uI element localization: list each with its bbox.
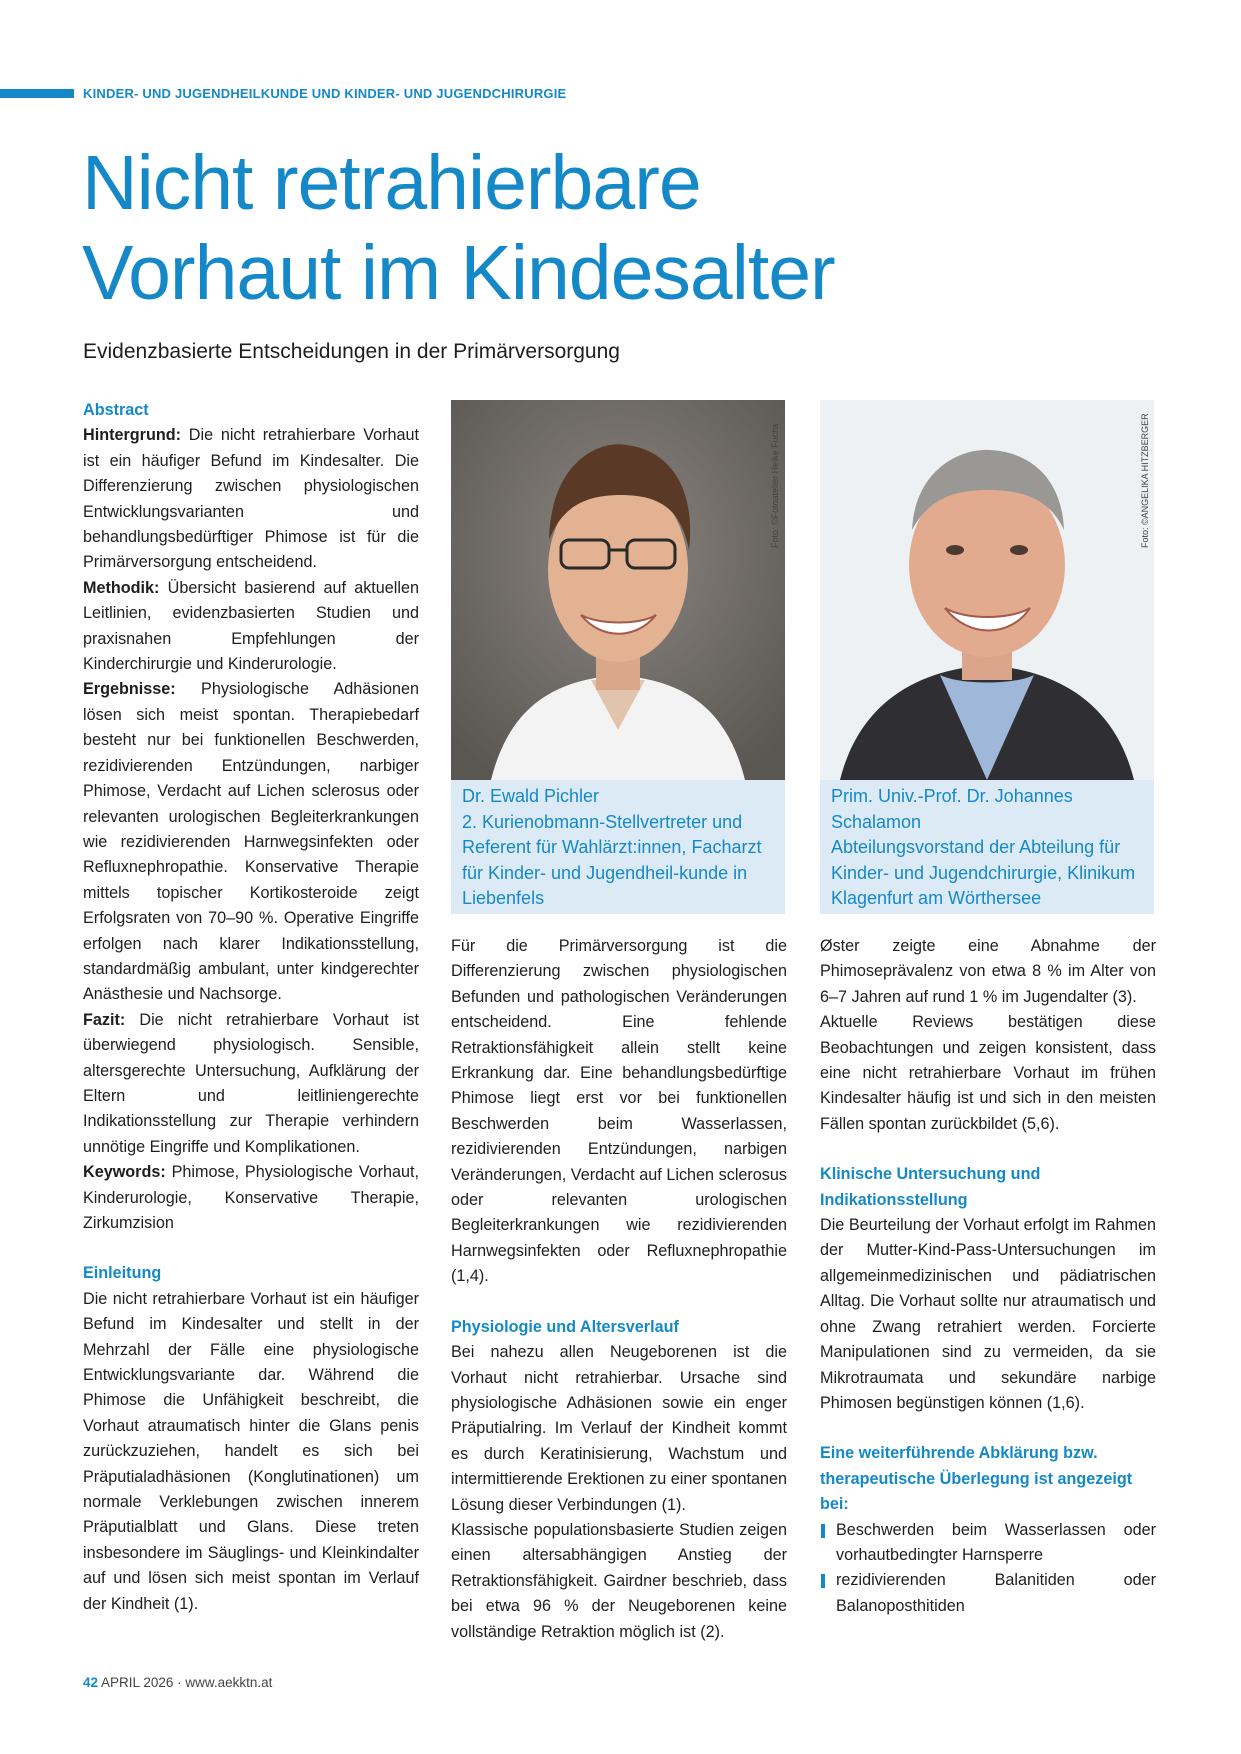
section-color-bar (0, 89, 74, 98)
physiologie-text: Bei nahezu allen Neugeborenen ist die Vorhaut nicht retrahierbar. Ursache sind physiologische Adhäsionen sowie ein enger Präputialring. Im Verlauf der Kindheit kommt es durch Keratinisierung, Wachstum und intermittierende Erektionen zu einer spontanen Lösung dieser Verbindungen (1). (451, 1343, 787, 1514)
caption-text-1: 2. Kurienobmann-Stellvertreter und Referent für Wahlärzt:innen, Facharzt für Kinder- und Jugendheil-kunde in Liebenfels (462, 811, 762, 908)
abstract-ergebnisse: Ergebnisse: Physiologische Adhäsionen lösen sich meist spontan. Therapiebedarf besteht nur bei funktionellen Beschwerden, rezidivierenden Entzündungen, narbiger Phimose, Verdacht auf Lichen sclerosus oder relevanten urologischen Begleiterkrankungen wie rezidivierenden Harnwegsinfekten oder Refluxnephropathie. Konservative Therapie mittels topischer Kortikosteroide zeigt Erfolgsraten von 70–90 %. Operative Eingriffe erfolgen nach klarer Indikationsstellung, standardmäßig ambulant, unter kindgerechter Anästhesie und Nachsorge. (83, 680, 420, 1004)
section-label: KINDER- UND JUGENDHEILKUNDE UND KINDER- UND JUGENDCHIRURGIE (83, 86, 567, 101)
physiologie-heading: Physiologie und Altersverlauf (451, 1317, 679, 1336)
klinisch-heading: Klinische Untersuchung und Indikationsstellung (820, 1165, 1041, 1209)
portrait-photo-schalamon (820, 400, 1154, 780)
abklaerung-heading: Eine weiterführende Abklärung bzw. therapeutische Überlegung ist angezeigt bei: (820, 1444, 1133, 1514)
column-3 (820, 934, 1156, 1619)
abstract-hintergrund: Hintergrund: Die nicht retrahierbare Vorhaut ist ein häufiger Befund im Kindesalter. Die Differenzierung zwischen physiologischen Entwicklungsvarianten und behandlungsbedürftiger Phimose ist für die Primärversorgung entscheidend. (83, 426, 420, 572)
column-2 (451, 934, 787, 1645)
portrait-illustration (820, 400, 1154, 780)
photo-credit-2: Foto: ©ANGELIKA HITZBERGER (1140, 413, 1150, 548)
abstract-fazit: Fazit: Die nicht retrahierbare Vorhaut ist überwiegend physiologisch. Sensible, altersgerechte Untersuchung, Aufklärung der Eltern und leitliniengerechte Indikationsstellung zur Therapie verhindern unnötige Eingriffe und Komplikationen. (83, 1010, 420, 1156)
bullet-item: rezidivierenden Balanitiden oder Balanoposthitiden (820, 1568, 1156, 1619)
portrait-photo-pichler (451, 400, 785, 780)
article-title (82, 138, 1082, 318)
caption-text-2: Abteilungsvorstand der Abteilung für Kinder- und Jugendchirurgie, Klinikum Klagenfurt am Wörthersee (831, 837, 1136, 908)
page-footer (83, 1675, 272, 1690)
article-subtitle: Evidenzbasierte Entscheidungen in der Primärversorgung (83, 340, 620, 363)
footer-text: APRIL 2026 · www.aekktn.at (101, 1675, 273, 1690)
page-number: 42 (83, 1675, 99, 1690)
bullet-item: Beschwerden beim Wasserlassen oder vorhautbedingter Harnsperre (820, 1518, 1156, 1569)
photo-caption-1 (451, 780, 785, 914)
photo-credit-1: Foto: ©Fotoatelier Heike Fuchs (770, 423, 780, 548)
caption-name-2: Prim. Univ.-Prof. Dr. Johannes Schalamon (831, 786, 1073, 832)
abstract-heading: Abstract (83, 401, 149, 419)
oster-text: Øster zeigte eine Abnahme der Phimoseprävalenz von etwa 8 % im Alter von 6–7 Jahren auf rund 1 % im Jugendalter (3). (820, 937, 1156, 1006)
abstract-methodik: Methodik: Übersicht basierend auf aktuellen Leitlinien, evidenzbasierten Studien und praxisnahen Empfehlungen der Kinderchirurgie und Kinderurologie. (83, 578, 419, 674)
einleitung-text: Die nicht retrahierbare Vorhaut ist ein häufiger Befund im Kindesalter und stellt in der Mehrzahl der Fälle eine physiologische Entwicklungsvariante dar. Während die Phimose die Unfähigkeit beschreibt, die Vorhaut atraumatisch hinter die Glans penis zurückzuziehen, handelt es sich bei Präputialadhäsionen (Konglutinationen) um normale Verklebungen zwischen innerem Präputialblatt und Glans. Diese treten insbesondere im Säuglings- und Kleinkindalter auf und lösen sich meist spontan im Verlauf der Kindheit (1). (83, 1289, 419, 1613)
abstract-keywords: Keywords: Phimose, Physiologische Vorhaut, Kinderurologie, Konservative Therapie, Zirkumzision (83, 1163, 419, 1232)
title-line-2: Vorhaut im Kindesalter (82, 230, 835, 316)
title-line-1: Nicht retrahierbare (82, 140, 701, 226)
einleitung-heading: Einleitung (83, 1264, 162, 1283)
col2-intro: Für die Primärversorgung ist die Differenzierung zwischen physiologischen Befunden und pathologischen Veränderungen entscheidend. Eine fehlende Retraktionsfähigkeit allein stellt keine Erkrankung dar. Eine behandlungsbedürftige Phimose liegt erst vor bei funktionellen Beschwerden beim Wasserlassen, rezidivierenden Entzündungen, narbigen Veränderungen, Verdacht auf Lichen sclerosus oder relevanten urologischen Begleiterkrankungen wie rezidivierenden Harnwegsinfekten oder Refluxnephropathie (1,4). (451, 937, 787, 1286)
photo-caption-2 (820, 780, 1154, 914)
studien-text: Klassische populationsbasierte Studien zeigen einen altersabhängigen Anstieg der Retraktionsfähigkeit. Gairdner beschrieb, dass bei etwa 96 % der Neugeborenen keine vollständige Retraktion möglich ist (2). (451, 1520, 787, 1641)
column-1 (83, 398, 419, 1617)
reviews-text: Aktuelle Reviews bestätigen diese Beobachtungen und zeigen konsistent, dass eine nicht retrahierbare Vorhaut im frühen Kindesalter häufig ist und sich in den meisten Fällen spontan zurückbildet (5,6). (820, 1013, 1156, 1133)
klinisch-text: Die Beurteilung der Vorhaut erfolgt im Rahmen der Mutter-Kind-Pass-Untersuchungen im allgemeinmedizinischen und pädiatrischen Alltag. Die Vorhaut sollte nur atraumatisch und ohne Zwang retrahiert werden. Forcierte Manipulationen sind zu vermeiden, da sie Mikrotraumata und sekundäre narbige Phimosen begünstigen können (1,6). (820, 1216, 1156, 1412)
portrait-illustration (451, 400, 785, 780)
caption-name-1: Dr. Ewald Pichler (462, 786, 600, 806)
